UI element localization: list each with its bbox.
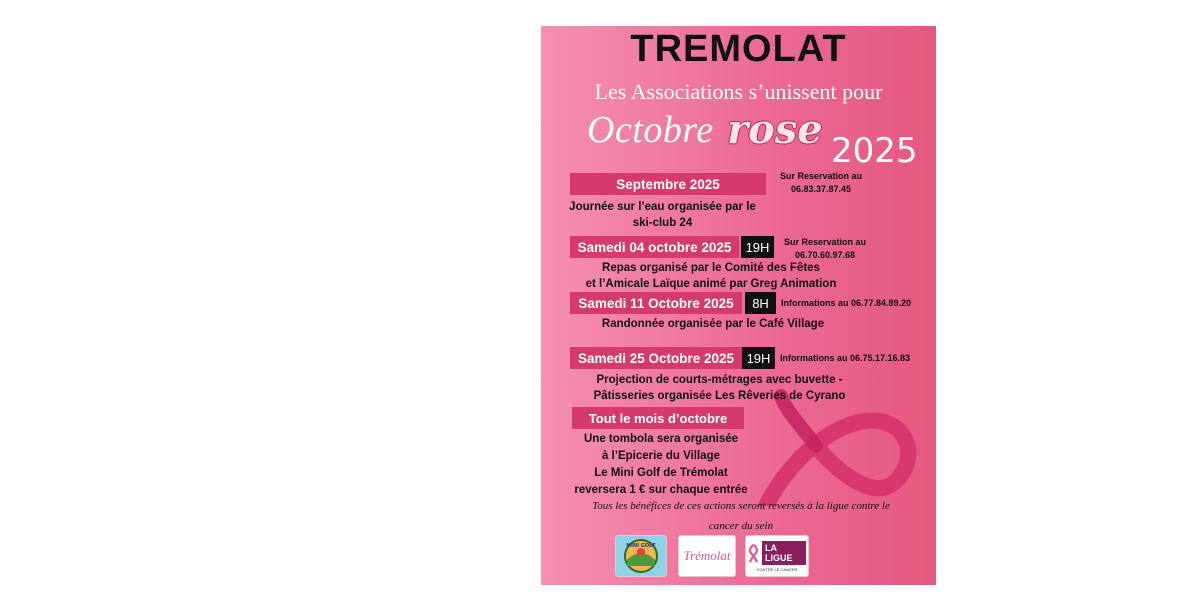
ribbon-icon [748, 542, 759, 564]
minigolf-emblem-icon [619, 538, 663, 574]
la-ligue-logo [745, 535, 809, 577]
event-note-line: 06.70.60.97.68 [794, 250, 856, 260]
event-note-line: 06.83.37.87.45 [790, 184, 852, 194]
la-ligue-logo-subtext: CONTRE LE CANCER [756, 566, 798, 572]
event-note-line: Sur Reservation au [779, 171, 863, 181]
footer-note [561, 496, 921, 536]
event-description-line: Journée sur l’eau organisée par le [569, 201, 756, 213]
event-description-line: ski-club 24 [632, 217, 693, 229]
event-description-line: Randonnée organisée par le Café Village [601, 318, 825, 330]
event-description-line: Le Mini Golf de Trémolat [594, 467, 728, 479]
tremolat-logo-text: Trémolat [683, 548, 731, 563]
event-date-band: Septembre 2025 [570, 173, 766, 195]
event-description-line: et l’Amicale Laïque animé par Greg Animation [585, 278, 837, 290]
event-date-band: Samedi 11 Octobre 2025 [570, 292, 742, 314]
event-description-line: Repas organisé par le Comité des Fêtes [602, 262, 820, 274]
event-date-band: Samedi 04 octobre 2025 [570, 236, 739, 258]
event-note: Informations au 06.75.17.16.83 [780, 353, 911, 363]
event-description-line: Projection de courts-métrages avec buvette - [596, 374, 843, 386]
la-ligue-logo-text: LA LIGUE [762, 541, 806, 565]
event-hour-badge: 19H [742, 347, 775, 369]
pink-ribbon-icon [746, 386, 926, 506]
poster-year: 2025 [831, 131, 918, 171]
event-description-line: Pâtisseries organisée Les Rêveries de Cyrano [593, 390, 846, 402]
event-description [541, 316, 885, 332]
event-hour-badge: 8H [745, 292, 776, 314]
poster-subtitle: Les Associations s’unissent pour [594, 79, 883, 104]
tremolat-logo [678, 535, 736, 577]
poster-title: TREMOLAT [630, 28, 847, 70]
event-description-line: à l’Epicerie du Village [601, 450, 721, 462]
minigolf-logo-text: MINI GOLF [626, 543, 656, 549]
event-date-band: Samedi 25 Octobre 2025 [570, 347, 742, 369]
event-description [541, 372, 898, 404]
event-note: Informations au 06.77.84.89.20 [781, 298, 912, 308]
event-hour-badge: 19H [741, 236, 774, 258]
event-note-line: Sur Reservation au [783, 237, 867, 247]
event-description [551, 431, 771, 499]
event-date-band: Tout le mois d’octobre [572, 407, 744, 429]
minigolf-logo [615, 535, 667, 577]
octobre-rose-poster [541, 26, 936, 585]
footer-line: cancer du sein [708, 520, 774, 532]
event-description-line: Une tombola sera organisée [583, 433, 739, 445]
event-note [771, 170, 871, 196]
footer-line: Tous les bénéfices de ces actions seront reversés à la ligue contre le [592, 500, 890, 512]
octobre-word: Octobre [587, 109, 714, 151]
event-description [546, 260, 876, 292]
event-description [541, 199, 784, 231]
rose-word: rose [727, 106, 823, 153]
event-description-line: reversera 1 € sur chaque entrée [574, 484, 748, 496]
event-note [776, 236, 874, 262]
